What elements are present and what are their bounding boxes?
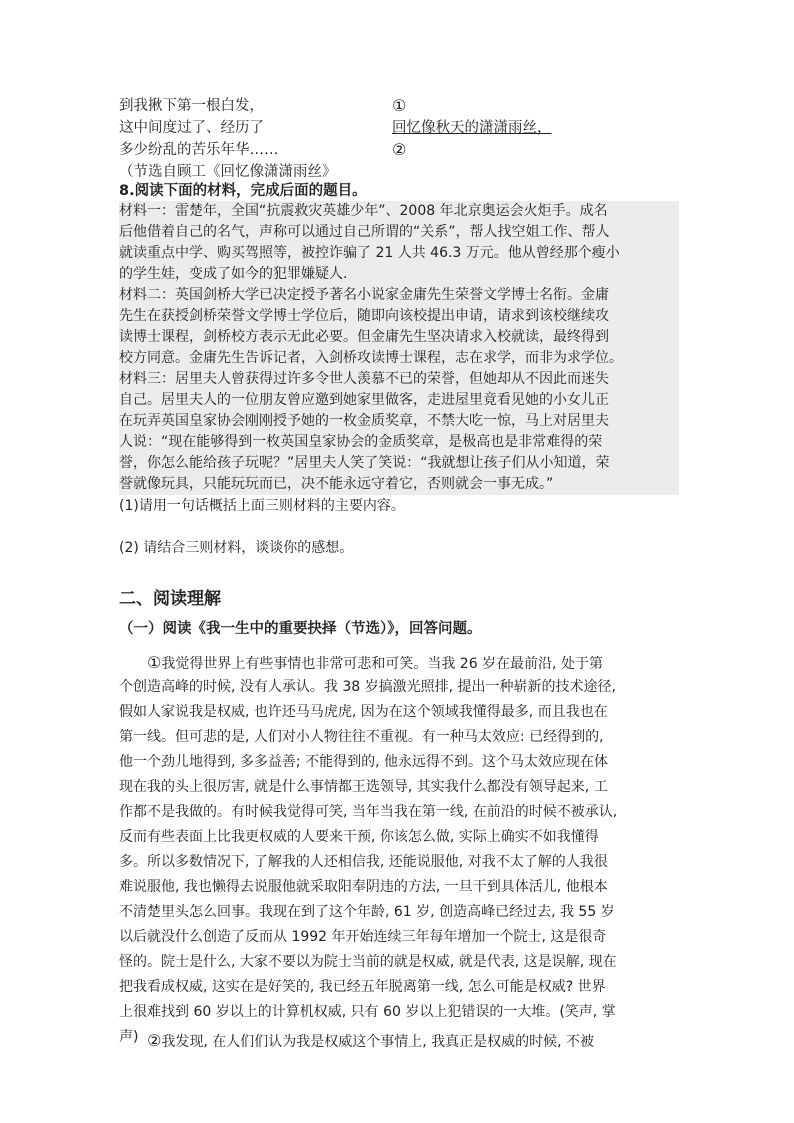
section-heading: 二、阅读理解 xyxy=(119,589,221,609)
material-line: 就读重点中学、购买驾照等，被控诈骗了 21 人共 46.3 万元。他从曾经那个瘦小 xyxy=(119,245,620,261)
paragraph-marker-1: ① xyxy=(147,653,162,672)
paragraph-2 xyxy=(119,1028,684,1053)
poem-right-line: 回忆像秋天的潇潇雨丝， xyxy=(392,120,552,136)
poem-line-3: 多少纷乱的苦乐年华…… xyxy=(119,142,279,158)
material-line: 的学生娃，变成了如今的犯罪嫌疑人. xyxy=(119,266,348,282)
paragraph-line: ②我发现, 在人们们认为我是权威这个事情上, 我真正是权威的时候, 不被 xyxy=(119,1028,684,1053)
material-line: 自己。居里夫人的一位朋友曾应邀到她家里做客，走进屋里竟看见她的小女儿正 xyxy=(119,392,609,408)
paragraph-marker-2: ② xyxy=(147,1031,162,1050)
blank-marker-1: ① xyxy=(392,96,407,115)
paragraph-line: 难说服他, 我也懒得去说服他就采取阳奉阴违的方法, 一旦干到具体活儿, 他根本 xyxy=(119,879,608,895)
material-line: 人说：“现在能够得到一枚英国皇家协会的金质奖章，是极高也是非常难得的荣 xyxy=(119,434,603,450)
paragraph-line: 把我看成权威, 这实在是好笑的, 我已经五年脱离第一线, 怎么可能是权威? 世界 xyxy=(119,979,606,995)
paragraph-line: 第一线。但可悲的是, 人们对小人物往往不重视。有一种马太效应: 已经得到的, xyxy=(119,729,604,745)
paragraph-1 xyxy=(119,650,684,1050)
paragraph-line: 上很难找到 60 岁以上的计算机权威, 只有 60 岁以上犯错误的一大堆。(笑声, 掌 xyxy=(119,1004,616,1020)
material-line: 校方同意。金庸先生告诉记者，入剑桥攻读博士课程，志在求学，而非为求学位。 xyxy=(119,350,623,366)
paragraph-line: 个创造高峰的时候, 没有人承认。我 38 岁搞激光照排, 提出一种崭新的技术途径, xyxy=(119,679,616,695)
material-line: 材料二：英国剑桥大学已决定授予著名小说家金庸先生荣誉文学博士名衔。金庸 xyxy=(119,287,609,303)
materials-block xyxy=(119,201,679,495)
paragraph-line: ①我觉得世界上有些事情也非常可悲和可笑。当我 26 岁在最前沿, 处于第 xyxy=(119,650,684,675)
paragraph-line: 他一个劲儿地得到, 多多益善; 不能得到的, 他永远得不到。这个马太效应现在体 xyxy=(119,754,608,770)
paragraph-line: 现在我的头上很厉害, 就是什么事情都王选领导, 其实我什么都没有领导起来, 工 xyxy=(119,779,608,795)
paragraph-line: 不清楚里头怎么回事。我现在到了这个年龄, 61 岁, 创造高峰已经过去, 我 55 岁 xyxy=(119,904,615,920)
material-line: 誉就像玩具，只能玩玩而已，决不能永远守着它，否则就会一事无成。” xyxy=(119,476,554,492)
paragraph-line: 假如人家说我是权威, 也许还马马虎虎, 因为在这个领域我懂得最多, 而且我也在 xyxy=(119,704,608,720)
paragraph-line: 多。所以多数情况下, 了解我的人还相信我, 还能说服他, 对我不太了解的人我很 xyxy=(119,854,608,870)
poem-line-1: 到我揪下第一根白发， xyxy=(119,98,264,114)
paragraph-line: 声) xyxy=(119,1029,139,1045)
paragraph-line: 以后就没什么创造了反而从 1992 年开始连续三年每年增加一个院士, 这是很奇 xyxy=(119,929,607,945)
sub-question-1: (1)请用一句话概括上面三则材料的主要内容。 xyxy=(119,498,405,514)
sub-question-2: (2) 请结合三则材料，谈谈你的感想。 xyxy=(119,540,354,556)
poem-source: （节选自顾工《回忆像潇潇雨丝》 xyxy=(119,164,337,180)
poem-line-2: 这中间度过了、经历了 xyxy=(119,120,264,136)
material-line: 材料一：雷楚年，全国“抗震救灾英雄少年”、2008 年北京奥运会火炬手。成名 xyxy=(119,203,608,219)
material-line: 后他借着自己的名气，声称可以通过自己所谓的“关系”，帮人找空姐工作、帮人 xyxy=(119,224,610,240)
material-line: 在玩弄英国皇家协会刚刚授予她的一枚金质奖章，不禁大吃一惊，马上对居里夫 xyxy=(119,413,609,429)
material-line: 誉，你怎么能给孩子玩呢？”居里夫人笑了笑说：“我就想让孩子们从小知道，荣 xyxy=(119,455,610,471)
material-line: 材料三：居里夫人曾获得过许多令世人羡慕不已的荣誉，但她却从不因此而迷失 xyxy=(119,371,609,387)
blank-marker-2: ② xyxy=(392,140,407,159)
paragraph-line: 作都不是我做的。有时候我觉得可笑, 当年当我在第一线, 在前沿的时候不被承认, xyxy=(119,804,618,820)
paragraph-line: 怪的。院士是什么, 大家不要以为院士当前的就是权威, 就是代表, 这是误解, 现在 xyxy=(119,954,617,970)
material-line: 先生在获授剑桥荣誉文学博士学位后，随即向该校提出申请，请求到该校继续攻 xyxy=(119,308,609,324)
paragraph-line: 反而有些表面上比我更权威的人要来干预, 你该怎么做, 实际上确实不如我懂得 xyxy=(119,829,599,845)
material-line: 读博士课程，剑桥校方表示无此必要。但金庸先生坚决请求入校就读，最终得到 xyxy=(119,329,609,345)
section-subheading: （一）阅读《我一生中的重要抉择（节选）》，回答问题。 xyxy=(119,621,482,637)
question-8-title: 8.阅读下面的材料，完成后面的题目。 xyxy=(119,183,367,199)
